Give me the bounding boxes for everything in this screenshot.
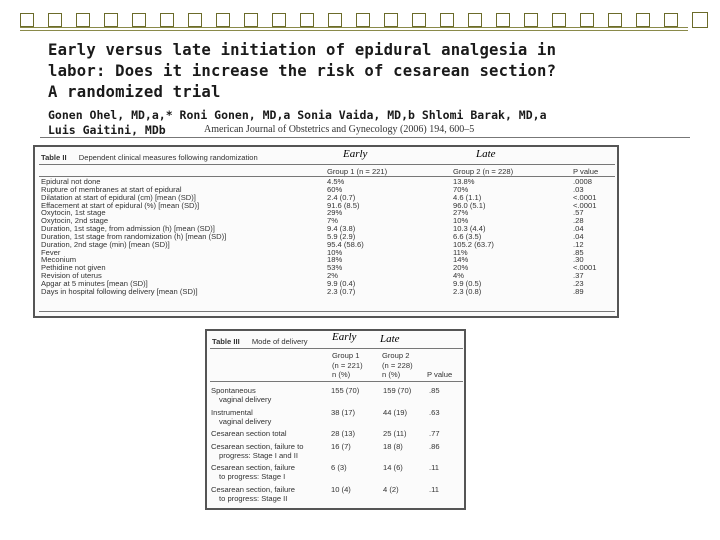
table-iii-cell-label: Cesarean section total bbox=[211, 429, 287, 439]
table-ii-cell-group1: 2.4 (0.7) bbox=[327, 192, 356, 202]
table-ii-cell-pvalue: .37 bbox=[573, 271, 584, 281]
table-ii-rule-top bbox=[39, 164, 615, 165]
handwritten-late-t3: Late bbox=[380, 333, 400, 345]
square-bullet-11 bbox=[328, 13, 342, 27]
table-ii-col-group1: Group 1 (n = 221) bbox=[327, 167, 388, 176]
table-ii-cell-pvalue: .0008 bbox=[573, 177, 593, 186]
top-rule bbox=[20, 27, 688, 28]
table-row bbox=[35, 249, 617, 257]
table-row bbox=[35, 209, 617, 217]
table-ii-cell-pvalue: .04 bbox=[573, 231, 584, 241]
table-iii-cell-g2: 25 (11) bbox=[383, 429, 407, 439]
table-iii-cell-label: vaginal delivery bbox=[219, 416, 272, 426]
table-ii-cell-measure: Fever bbox=[41, 247, 61, 257]
table-row bbox=[35, 288, 617, 296]
table-iii-cell-label: Spontaneous bbox=[211, 386, 256, 395]
table-iii-cell-label: to progress: Stage II bbox=[219, 493, 288, 503]
square-bullet-10 bbox=[300, 13, 314, 27]
table-ii-cell-measure: Revision of uterus bbox=[41, 271, 102, 281]
square-bullet-23 bbox=[664, 13, 678, 27]
table-row bbox=[35, 256, 617, 264]
square-bullet-7 bbox=[216, 13, 230, 27]
table-iii-cell-label: Cesarean section, failure bbox=[211, 463, 295, 473]
table-row bbox=[35, 241, 617, 249]
table-ii-cell-pvalue: .89 bbox=[573, 286, 584, 296]
table-ii-cell-measure: Meconium bbox=[41, 255, 77, 265]
table-ii-cell-group1: 53% bbox=[327, 263, 343, 273]
table-iii-cell-p: .11 bbox=[429, 463, 439, 473]
table-iii-cell-p: .86 bbox=[429, 441, 440, 451]
top-rule-2 bbox=[20, 30, 688, 31]
square-bullet-22 bbox=[636, 13, 650, 27]
table-ii-cell-group2: 4% bbox=[453, 271, 464, 281]
table-ii-cell-pvalue: .03 bbox=[573, 184, 584, 194]
table-ii-cell-pvalue: .85 bbox=[573, 247, 584, 257]
table-ii-col-group2: Group 2 (n = 228) bbox=[453, 167, 514, 176]
table-row bbox=[35, 264, 617, 272]
table-iii-cell-g1: 6 (3) bbox=[331, 463, 347, 473]
table-iii-cell-label: progress: Stage I and II bbox=[219, 450, 298, 460]
table-ii-cell-pvalue: <.0001 bbox=[573, 263, 597, 273]
separator-line bbox=[40, 137, 690, 138]
table-iii-cell-g2: 4 (2) bbox=[383, 484, 399, 494]
square-bullet-9 bbox=[272, 13, 286, 27]
table-ii-cell-pvalue: .23 bbox=[573, 278, 584, 288]
paper-title bbox=[48, 40, 648, 103]
table-iii-g2-line1: Group 2 bbox=[382, 351, 410, 360]
table-iii-cell-p: .77 bbox=[429, 429, 440, 439]
square-bullet-12 bbox=[356, 13, 370, 27]
table-ii-label: Table II bbox=[41, 153, 67, 162]
square-bullet-0 bbox=[20, 13, 34, 27]
table-ii-body bbox=[35, 178, 617, 296]
table-ii-cell-measure: Duration, 1st stage from randomization (h) [mean (SD)] bbox=[41, 231, 227, 241]
table-iii-cell-g1: 10 (4) bbox=[331, 484, 351, 494]
table-ii-cell-measure: Duration, 1st stage, from admission (h) [mean (SD)] bbox=[41, 224, 215, 234]
table-ii bbox=[33, 145, 619, 318]
square-bullet-20 bbox=[580, 13, 594, 27]
table-iii-cell-g1: 28 (13) bbox=[331, 429, 356, 439]
table-iii-cell-g1: 155 (70) bbox=[331, 386, 360, 395]
table-iii-cell-p: .85 bbox=[429, 386, 440, 395]
table-ii-cell-group2: 4.6 (1.1) bbox=[453, 192, 482, 202]
table-ii-cell-group1: 10% bbox=[327, 247, 343, 257]
table-iii-g1-line1: Group 1 bbox=[332, 351, 360, 360]
table-ii-cell-group2: 27% bbox=[453, 208, 469, 218]
table-ii-caption bbox=[41, 153, 258, 162]
table-row bbox=[35, 202, 617, 210]
table-ii-cell-group1: 91.6 (8.5) bbox=[327, 200, 360, 210]
table-ii-cell-group1: 9.9 (0.4) bbox=[327, 278, 356, 288]
table-ii-cell-pvalue: .30 bbox=[573, 255, 584, 265]
square-bullet-13 bbox=[384, 13, 398, 27]
table-iii-col-pvalue: P value bbox=[427, 370, 453, 379]
title-line-2: labor: Does it increase the risk of cesarean section? bbox=[48, 62, 557, 80]
table-ii-cell-group2: 96.0 (5.1) bbox=[453, 200, 486, 210]
table-ii-col-pvalue: P value bbox=[573, 167, 599, 176]
square-bullet-21 bbox=[608, 13, 622, 27]
table-iii-col-group2 bbox=[382, 351, 413, 380]
table-ii-cell-group1: 2% bbox=[327, 271, 338, 281]
table-iii-label: Table III bbox=[212, 337, 240, 346]
table-ii-cell-group1: 7% bbox=[327, 216, 338, 226]
table-ii-cell-measure: Apgar at 5 minutes [mean (SD)] bbox=[41, 278, 148, 288]
table-iii-g1-line3: n (%) bbox=[332, 370, 351, 379]
table-ii-cell-group1: 4.5% bbox=[327, 177, 345, 186]
table-iii-cell-g2: 159 (70) bbox=[383, 386, 412, 395]
square-bullet-15 bbox=[440, 13, 454, 27]
table-ii-cell-pvalue: <.0001 bbox=[573, 200, 597, 210]
table-iii-cell-p: .63 bbox=[429, 407, 440, 417]
table-ii-cell-measure: Epidural not done bbox=[41, 177, 101, 186]
square-bullet-16 bbox=[468, 13, 482, 27]
table-ii-cell-pvalue: .57 bbox=[573, 208, 584, 218]
table-ii-cell-group2: 10.3 (4.4) bbox=[453, 224, 486, 234]
authors-line-1: Gonen Ohel, MD,a,* Roni Gonen, MD,a Sonia Vaida, MD,b Shlomi Barak, MD,a bbox=[48, 108, 547, 122]
table-iii-cell-label: Cesarean section, failure to bbox=[211, 441, 304, 451]
table-iii-g2-line3: n (%) bbox=[382, 370, 401, 379]
square-bullet-19 bbox=[552, 13, 566, 27]
table-ii-cell-group2: 9.9 (0.5) bbox=[453, 278, 482, 288]
square-bullet-5 bbox=[160, 13, 174, 27]
table-ii-cell-pvalue: .28 bbox=[573, 216, 584, 226]
table-ii-cell-pvalue: .04 bbox=[573, 224, 584, 234]
table-ii-cell-measure: Dilatation at start of epidural (cm) [mean (SD)] bbox=[41, 192, 196, 202]
table-iii-cell-label: vaginal delivery bbox=[219, 395, 272, 405]
table-iii-rule-top bbox=[210, 348, 463, 349]
square-bullet-18 bbox=[524, 13, 538, 27]
table-ii-cell-group2: 13.8% bbox=[453, 177, 475, 186]
table-ii-cell-measure: Oxytocin, 2nd stage bbox=[41, 216, 109, 226]
title-line-3: A randomized trial bbox=[48, 83, 221, 101]
table-ii-cell-group1: 9.4 (3.8) bbox=[327, 224, 356, 234]
table-ii-cell-measure: Oxytocin, 1st stage bbox=[41, 208, 106, 218]
journal-citation: American Journal of Obstetrics and Gynecology (2006) 194, 600–5 bbox=[204, 124, 475, 135]
table-iii-title: Mode of delivery bbox=[251, 337, 308, 346]
table-ii-cell-group2: 70% bbox=[453, 184, 469, 194]
table-ii-cell-group1: 60% bbox=[327, 184, 343, 194]
table-ii-cell-group1: 2.3 (0.7) bbox=[327, 286, 356, 296]
table-ii-cell-group1: 5.9 (2.9) bbox=[327, 231, 356, 241]
square-bullet-14 bbox=[412, 13, 426, 27]
table-ii-cell-group1: 95.4 (58.6) bbox=[327, 239, 364, 249]
table-ii-cell-measure: Days in hospital following delivery [mean (SD)] bbox=[41, 286, 198, 296]
table-ii-cell-group2: 14% bbox=[453, 255, 469, 265]
table-ii-cell-measure: Duration, 2nd stage (min) [mean (SD)] bbox=[41, 239, 170, 249]
table-iii-cell-g2: 44 (19) bbox=[383, 407, 408, 417]
table-iii-cell-g2: 18 (8) bbox=[383, 441, 403, 451]
handwritten-early-t2: Early bbox=[343, 148, 368, 160]
square-bullet-17 bbox=[496, 13, 510, 27]
table-ii-cell-group2: 10% bbox=[453, 216, 469, 226]
table-iii-cell-label: to progress: Stage I bbox=[219, 472, 286, 482]
table-iii-g1-line2: (n = 221) bbox=[332, 360, 363, 370]
table-iii-col-group1 bbox=[332, 351, 363, 380]
table-ii-cell-measure: Pethidine not given bbox=[41, 263, 106, 273]
table-ii-cell-pvalue: <.0001 bbox=[573, 192, 597, 202]
square-bullet-6 bbox=[188, 13, 202, 27]
square-bullet-8 bbox=[244, 13, 258, 27]
handwritten-early-t3: Early bbox=[332, 331, 357, 343]
table-ii-cell-group2: 2.3 (0.8) bbox=[453, 286, 482, 296]
table-ii-cell-group2: 105.2 (63.7) bbox=[453, 239, 494, 249]
square-bullet-2 bbox=[76, 13, 90, 27]
authors-line-2: Luis Gaitini, MDb bbox=[48, 123, 166, 137]
table-iii-cell-p: .11 bbox=[429, 484, 439, 494]
square-bullet-3 bbox=[104, 13, 118, 27]
table-iii bbox=[205, 329, 466, 510]
table-ii-title: Dependent clinical measures following randomization bbox=[78, 153, 258, 162]
table-iii-caption bbox=[212, 337, 308, 346]
table-iii-cell-label: Cesarean section, failure bbox=[211, 484, 295, 494]
square-bullet-24 bbox=[692, 12, 708, 28]
table-ii-cell-pvalue: .12 bbox=[573, 239, 584, 249]
table-iii-rule-header bbox=[210, 381, 463, 382]
table-ii-cell-group1: 18% bbox=[327, 255, 343, 265]
table-ii-rule-bottom bbox=[39, 311, 615, 312]
table-iii-g2-line2: (n = 228) bbox=[382, 360, 413, 370]
table-ii-cell-group2: 20% bbox=[453, 263, 469, 273]
square-bullet-4 bbox=[132, 13, 146, 27]
table-iii-cell-g2: 14 (6) bbox=[383, 463, 403, 473]
table-ii-cell-group2: 11% bbox=[453, 247, 468, 257]
table-ii-cell-group1: 29% bbox=[327, 208, 343, 218]
table-ii-cell-measure: Rupture of membranes at start of epidural bbox=[41, 184, 182, 194]
square-bullet-1 bbox=[48, 13, 62, 27]
handwritten-late-t2: Late bbox=[476, 148, 496, 160]
table-ii-cell-measure: Effacement at start of epidural (%) [mean (SD)] bbox=[41, 200, 200, 210]
table-iii-cell-g1: 16 (7) bbox=[331, 441, 351, 451]
table-ii-cell-group2: 6.6 (3.5) bbox=[453, 231, 482, 241]
table-iii-cell-g1: 38 (17) bbox=[331, 407, 356, 417]
table-iii-cell-label: Instrumental bbox=[211, 407, 253, 417]
title-line-1: Early versus late initiation of epidural analgesia in bbox=[48, 41, 557, 59]
